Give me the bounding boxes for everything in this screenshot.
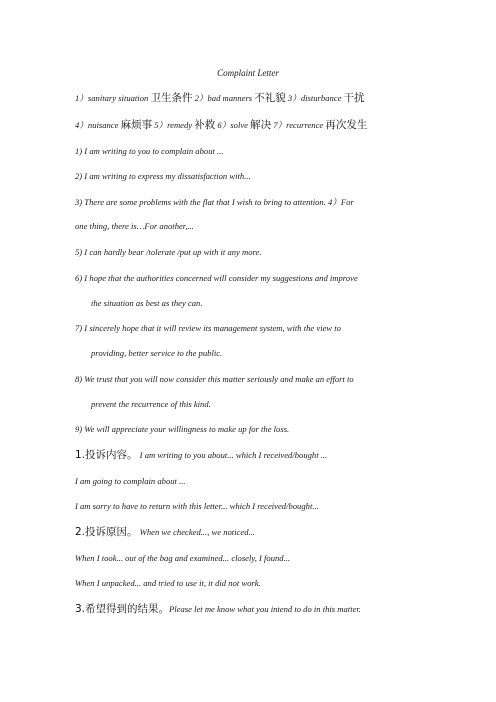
vocab-en: 4）nuisance [75, 120, 121, 130]
section-lead: I am writing to you about... which I received/bought ... [137, 450, 328, 460]
sentence-7: 7) I sincerely hope that it will review its management system, with the view to [75, 323, 341, 333]
sentence-8: 8) We trust that you will now consider this matter seriously and make an effort to [75, 374, 354, 384]
sentence-3-cont: one thing, there is…For another,... [75, 221, 194, 231]
sentence-8-cont: prevent the recurrence of this kind. [91, 399, 211, 409]
vocab-en: 7）recurrence [271, 120, 326, 130]
section-lead: Please let me know what you intend to do in this matter. [169, 604, 361, 614]
sentence-1: 1) I am writing to you to complain about ... [75, 146, 224, 156]
section-2-line-2: When I took... out of the bag and examined... closely, I found... [75, 553, 291, 563]
sentence-7-cont: providing, better service to the public. [91, 348, 223, 358]
sentence-2: 2) I am writing to express my dissatisfaction with... [75, 171, 251, 181]
section-1-line-2: I am going to complain about ... [75, 476, 186, 486]
vocab-cn: 卫生条件 [150, 92, 193, 104]
vocab-en: 2）bad manners [192, 93, 255, 103]
section-3-heading-line [75, 603, 436, 615]
vocab-cn: 不礼貌 [254, 92, 286, 104]
vocab-cn: 麻烦事 [120, 119, 153, 131]
vocab-cn: 解决 [250, 119, 272, 131]
vocab-line-2 [75, 119, 436, 131]
vocab-en: 6）solve [215, 120, 251, 130]
vocab-en: 5）remedy [152, 120, 195, 130]
vocab-cn: 补救 [194, 119, 216, 131]
sentence-5: 5) I can hardly bear /tolerate /put up with it any more. [75, 247, 262, 257]
section-heading: 1.投诉内容。 [75, 449, 138, 461]
sentence-9: 9) We will appreciate your willingness to make up for the loss. [75, 424, 290, 434]
section-lead: When we checked..., we noticed... [137, 527, 255, 537]
section-1-line-3: I am sorry to have to return with this letter... which I received/bought... [75, 501, 319, 511]
sentence-6: 6) I hope that the authorities concerned will consider my suggestions and improve [75, 273, 358, 283]
page-title: Complaint Letter [217, 68, 279, 78]
vocab-en: 3）disturbance [285, 93, 344, 103]
section-heading: 2.投诉原因。 [75, 526, 138, 538]
section-heading: 3.希望得到的结果。 [75, 603, 170, 615]
vocab-cn: 再次发生 [325, 119, 368, 131]
section-1-heading-line [75, 449, 436, 461]
vocab-en: 1）sanitary situation [75, 93, 151, 103]
sentence-3: 3) There are some problems with the flat that I wish to bring to attention. 4）For [75, 197, 354, 207]
vocab-cn: 干扰 [343, 92, 365, 104]
vocab-line-1 [75, 92, 436, 104]
section-2-heading-line [75, 526, 436, 538]
section-2-line-3: When I unpacked... and tried to use it, it did not work. [75, 578, 261, 588]
sentence-6-cont: the situation as best as they can. [91, 298, 203, 308]
